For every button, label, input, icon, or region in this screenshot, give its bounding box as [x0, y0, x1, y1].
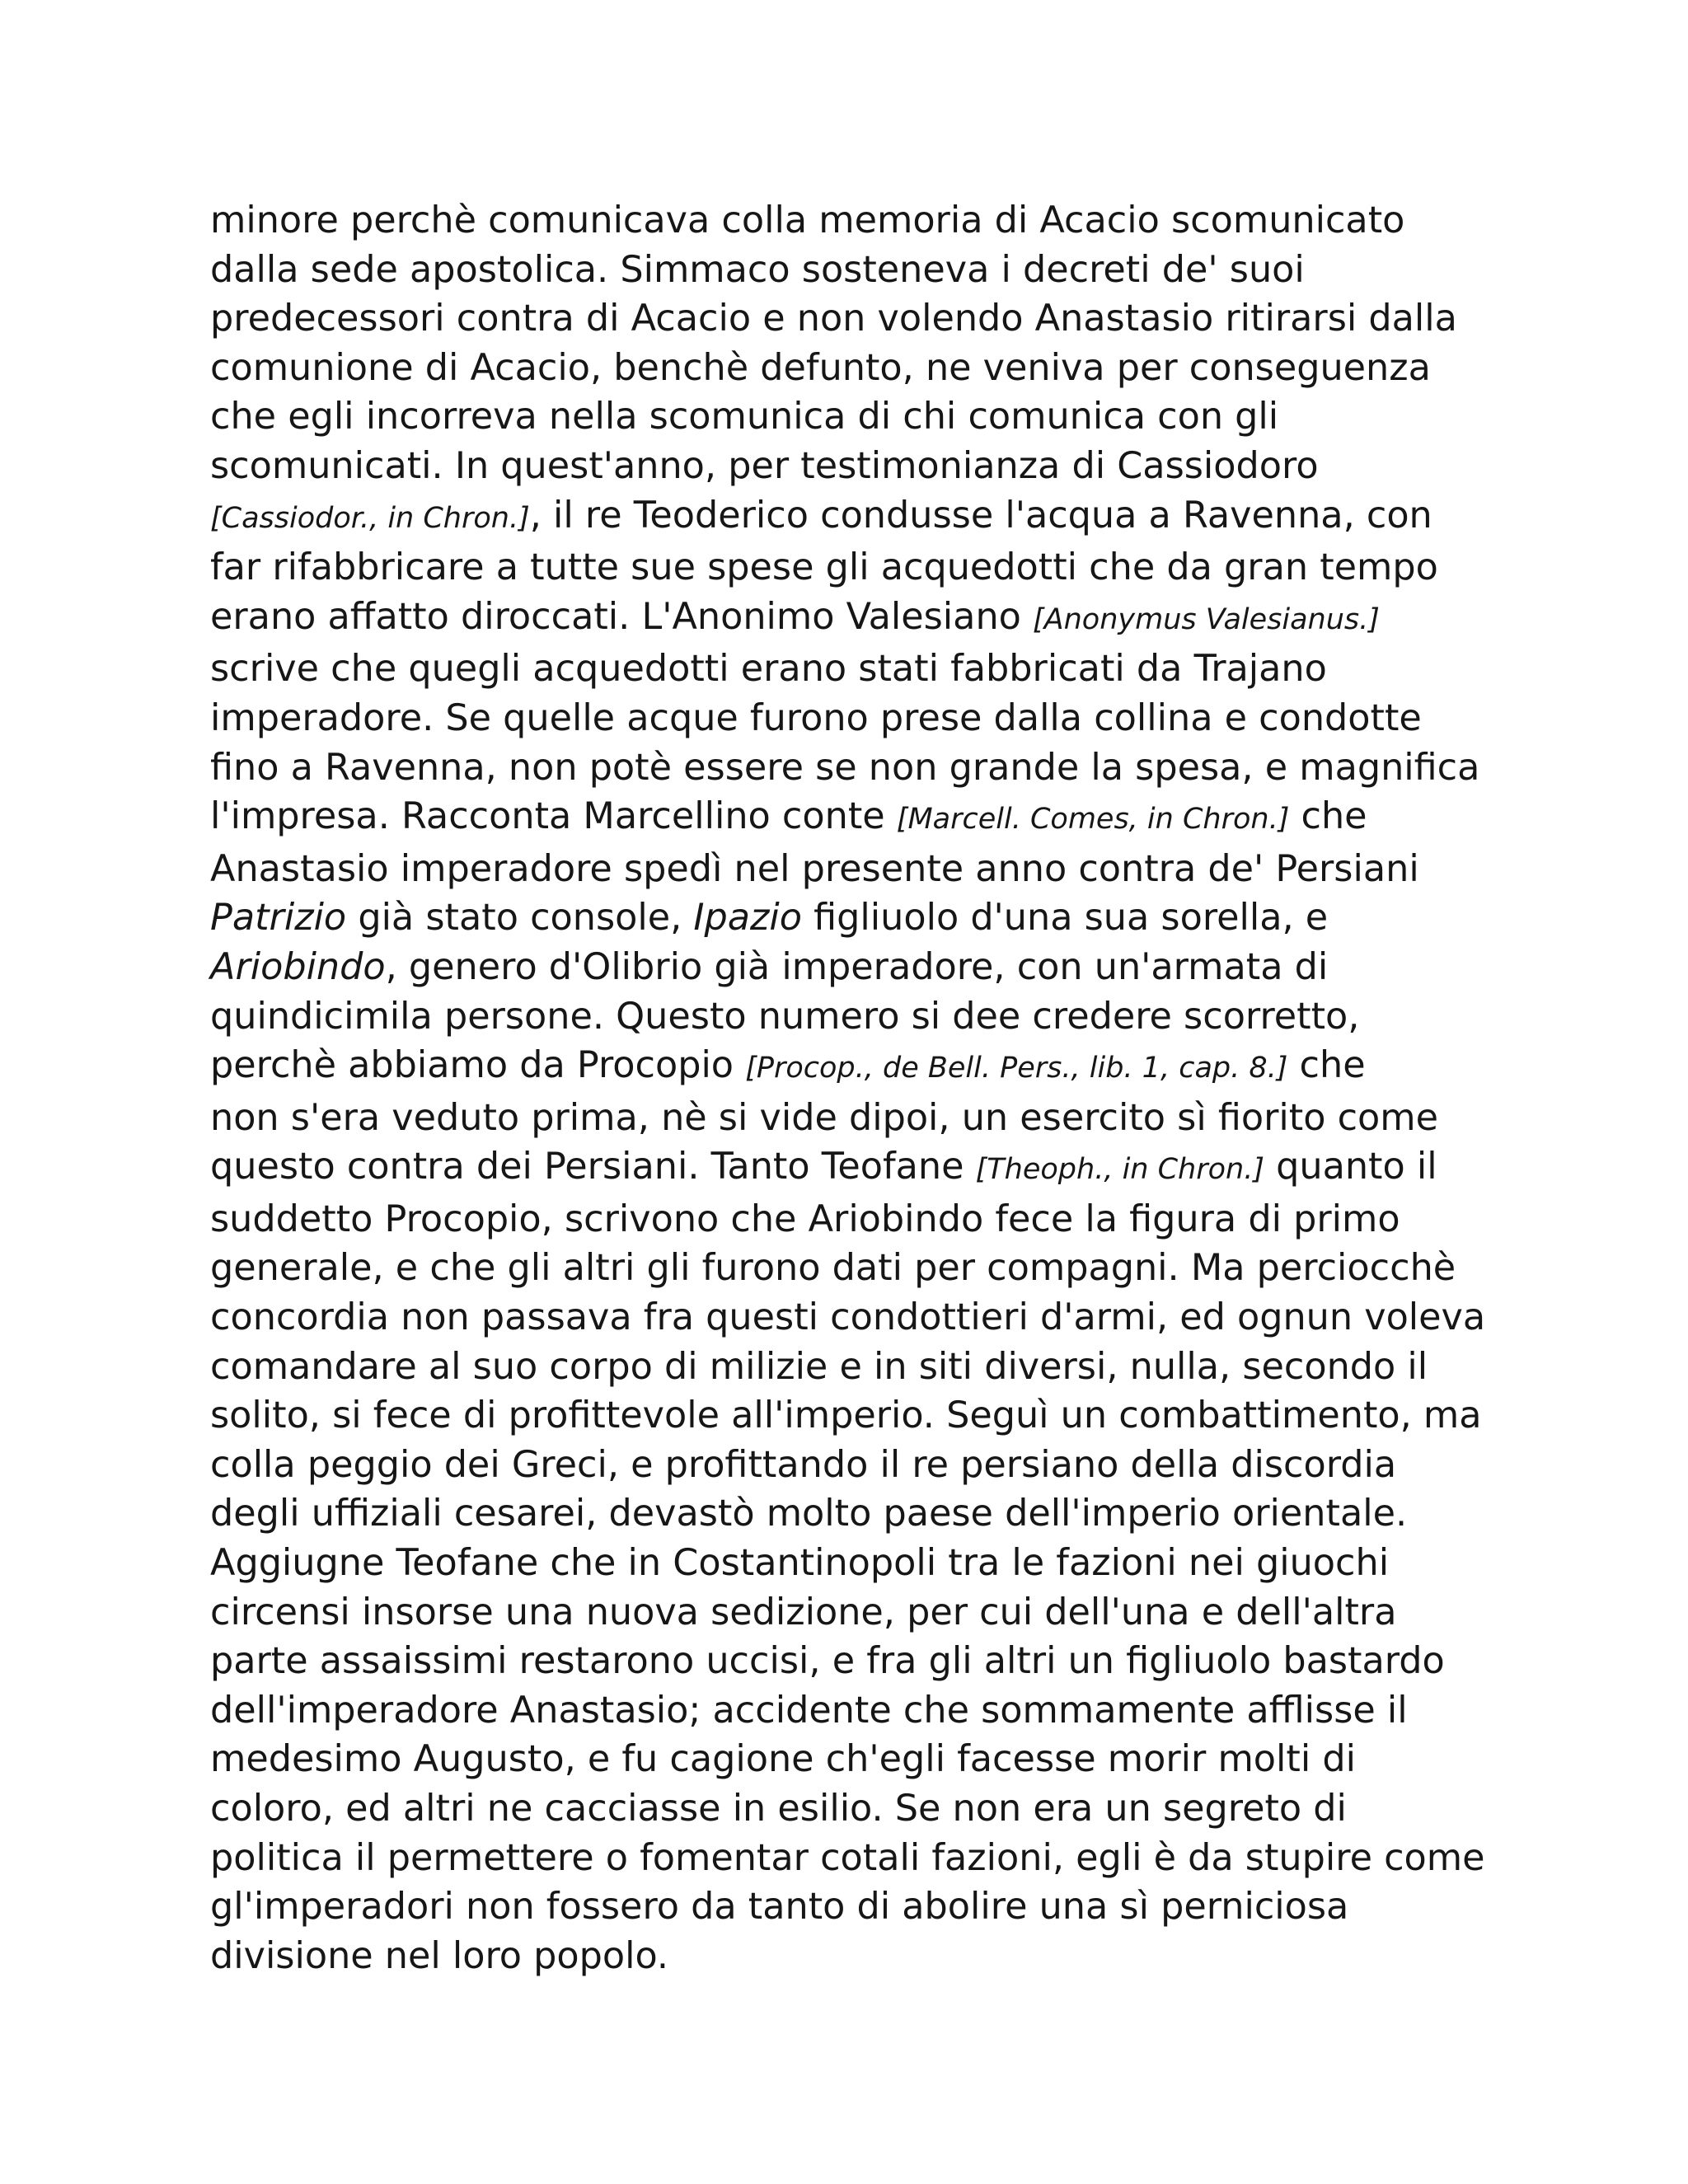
- text-line: [210, 344, 1484, 393]
- text-line: [210, 644, 1484, 694]
- text-run: erano affatto diroccati. L'Anonimo Valesiano: [210, 595, 1034, 638]
- text-run: non s'era veduto prima, nè si vide dipoi, un esercito sì fiorito come: [210, 1096, 1439, 1139]
- text-run: suddetto Procopio, scrivono che Ariobindo fece la figura di primo: [210, 1197, 1400, 1240]
- text-run: quindicimila persone. Questo numero si dee credere scorretto,: [210, 995, 1360, 1038]
- text-run: perchè abbiamo da Procopio: [210, 1044, 746, 1087]
- text-run: dell'imperadore Anastasio; accidente che sommamente afflisse il: [210, 1689, 1408, 1732]
- text-run: medesimo Augusto, e fu cagione ch'egli facesse morir molti di: [210, 1738, 1356, 1781]
- text-run: coloro, ed altri ne cacciasse in esilio. Se non era un segreto di: [210, 1788, 1347, 1830]
- text-run: generale, e che gli altri gli furono dati per compagni. Ma perciocchè: [210, 1247, 1456, 1290]
- text-line: [210, 1293, 1484, 1343]
- text-run: colla peggio dei Greci, e profittando il re persiano della discordia: [210, 1443, 1397, 1486]
- text-line: [210, 743, 1484, 793]
- text-line: [210, 1343, 1484, 1392]
- text-run: comandare al suo corpo di milizie e in siti diversi, nulla, secondo il: [210, 1345, 1428, 1388]
- text-run: Anastasio imperadore spedì nel presente anno contra de' Persiani: [210, 847, 1419, 890]
- text-line: [210, 1834, 1484, 1883]
- text-line: [210, 294, 1484, 344]
- text-run: politica il permettere o fomentar cotali fazioni, egli è da stupire come: [210, 1836, 1485, 1879]
- text-run: già stato console,: [346, 897, 694, 940]
- text-run: dalla sede apostolica. Simmaco sosteneva i decreti de' suoi: [210, 248, 1305, 291]
- citation-reference: [Marcell. Comes, in Chron.]: [896, 803, 1290, 837]
- citation-reference: [Cassiodor., in Chron.]: [210, 501, 530, 535]
- text-line: [210, 1142, 1484, 1195]
- citation-reference: [Theoph., in Chron.]: [975, 1153, 1264, 1187]
- text-run: che: [1287, 1044, 1366, 1087]
- text-run: parte assaissimi restarono uccisi, e fra gli altri un figliuolo bastardo: [210, 1640, 1445, 1683]
- text-run: gl'imperadori non fossero da tanto di abolire una sì perniciosa: [210, 1886, 1349, 1929]
- text-line: [210, 1637, 1484, 1686]
- text-run: quanto il: [1264, 1146, 1437, 1188]
- text-run: solito, si fece di profittevole all'imperio. Seguì un combattimento, ma: [210, 1394, 1482, 1437]
- text-line: [210, 1391, 1484, 1441]
- page-body-text: [210, 196, 1484, 1980]
- citation-reference: [Anonymus Valesianus.]: [1033, 602, 1380, 636]
- text-run: comunione di Acacio, benchè defunto, ne veniva per conseguenza: [210, 346, 1431, 389]
- text-run: , il re Teoderico condusse l'acqua a Ravenna, con: [529, 494, 1432, 537]
- paragraph: [210, 196, 1484, 1980]
- text-run: scomunicati. In quest'anno, per testimonianza di Cassiodoro: [210, 444, 1319, 487]
- text-run: minore perchè comunicava colla memoria di Acacio scomunicato: [210, 199, 1405, 241]
- text-run: , genero d'Olibrio già imperadore, con un'armata di: [385, 945, 1329, 988]
- text-line: [210, 1588, 1484, 1638]
- text-run: fino a Ravenna, non potè essere se non grande la spesa, e magnifica: [210, 746, 1480, 789]
- text-run: Aggiugne Teofane che in Costantinopoli tra le fazioni nei giuochi: [210, 1542, 1390, 1585]
- text-run: divisione nel loro popolo.: [210, 1934, 669, 1977]
- person-name: Ipazio: [693, 897, 802, 940]
- text-line: [210, 543, 1484, 593]
- text-line: [210, 491, 1484, 544]
- text-run: l'impresa. Racconta Marcellino conte: [210, 795, 897, 838]
- text-run: che egli incorreva nella scomunica di chi comunica con gli: [210, 396, 1279, 438]
- citation-reference: [Procop., de Bell. Pers., lib. 1, cap. 8.]: [745, 1052, 1288, 1085]
- text-run: circensi insorse una nuova sedizione, per cui dell'una e dell'altra: [210, 1591, 1397, 1633]
- text-line: [210, 593, 1484, 645]
- text-line: [210, 893, 1484, 943]
- text-line: [210, 1735, 1484, 1784]
- text-line: [210, 992, 1484, 1042]
- text-run: questo contra dei Persiani. Tanto Teofane: [210, 1146, 976, 1188]
- text-line: [210, 392, 1484, 442]
- text-run: figliuolo d'una sua sorella, e: [802, 897, 1329, 940]
- text-line: [210, 1195, 1484, 1244]
- text-line: [210, 1041, 1484, 1094]
- text-run: far rifabbricare a tutte sue spese gli acquedotti che da gran tempo: [210, 546, 1438, 589]
- text-line: [210, 943, 1484, 992]
- text-line: [210, 1686, 1484, 1736]
- text-run: che: [1289, 795, 1367, 838]
- text-line: [210, 1489, 1484, 1539]
- text-line: [210, 1932, 1484, 1981]
- text-line: [210, 792, 1484, 845]
- text-run: scrive che quegli acquedotti erano stati fabbricati da Trajano: [210, 648, 1327, 691]
- text-line: [210, 694, 1484, 743]
- text-line: [210, 1094, 1484, 1143]
- person-name: Patrizio: [210, 897, 347, 940]
- text-run: degli uffiziali cesarei, devastò molto paese dell'imperio orientale.: [210, 1493, 1408, 1535]
- text-line: [210, 442, 1484, 491]
- text-line: [210, 196, 1484, 246]
- text-run: imperadore. Se quelle acque furono prese dalla collina e condotte: [210, 696, 1422, 739]
- person-name: Ariobindo: [210, 945, 386, 988]
- text-line: [210, 1882, 1484, 1932]
- text-line: [210, 845, 1484, 894]
- text-line: [210, 1441, 1484, 1490]
- text-line: [210, 1539, 1484, 1588]
- text-run: predecessori contra di Acacio e non volendo Anastasio ritirarsi dalla: [210, 298, 1457, 340]
- text-run: concordia non passava fra questi condottieri d'armi, ed ognun voleva: [210, 1296, 1486, 1339]
- text-line: [210, 246, 1484, 295]
- text-line: [210, 1784, 1484, 1834]
- text-line: [210, 1244, 1484, 1293]
